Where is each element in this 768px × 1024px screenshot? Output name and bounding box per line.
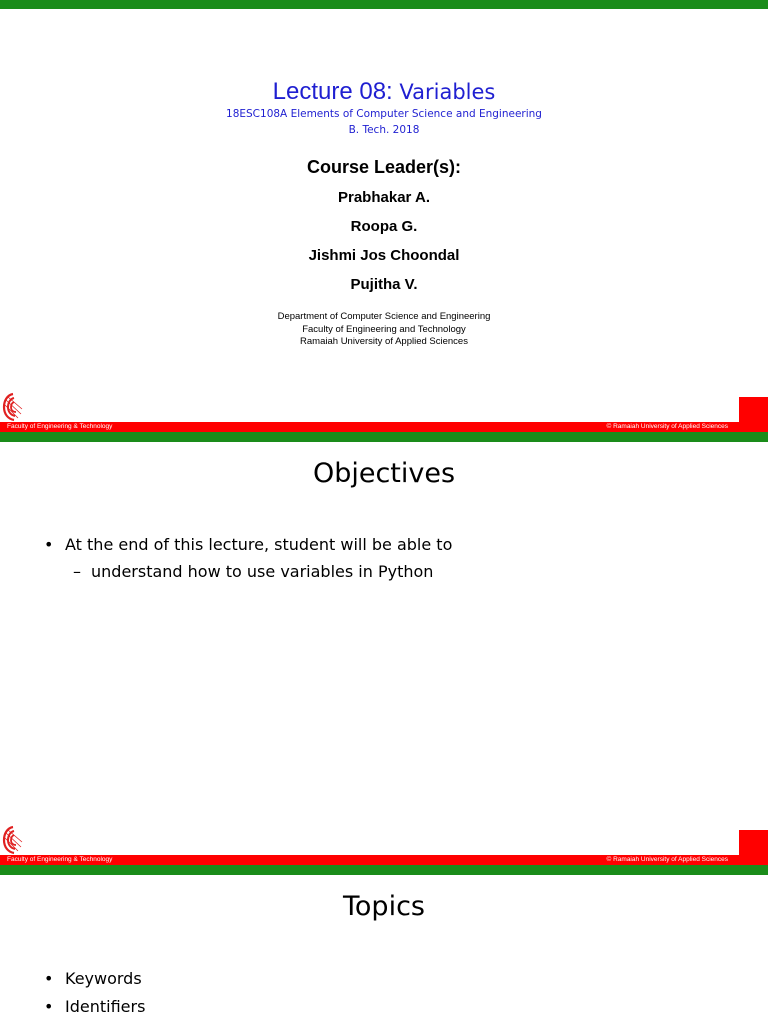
dash-icon: – <box>73 562 81 581</box>
slide-title: Topics <box>343 891 425 922</box>
bullet-dot-icon: • <box>44 969 54 988</box>
leader-name: Jishmi Jos Choondal <box>308 247 460 264</box>
footer-right-text: © Ramaiah University of Applied Sciences <box>606 856 728 863</box>
bullet-text: At the end of this lecture, student will be able to <box>65 535 453 554</box>
bullet-item <box>44 535 452 555</box>
leader-name: Roopa G. <box>350 218 418 235</box>
lecture-title-prefix: Lecture 08: <box>272 78 400 105</box>
sub-bullet-item <box>73 562 433 582</box>
footer-bar <box>0 422 739 432</box>
university-line: Ramaiah University of Applied Sciences <box>300 336 468 347</box>
lecture-title <box>0 77 768 107</box>
leader-name: Prabhakar A. <box>338 189 430 206</box>
university-logo-icon <box>2 392 24 422</box>
footer-left-text: Faculty of Engineering & Technology <box>7 856 113 863</box>
footer-bar <box>0 855 739 865</box>
leader-name: Pujitha V. <box>350 276 418 293</box>
slide-title: Objectives <box>312 458 456 489</box>
bullet-dot-icon: • <box>44 535 54 554</box>
top-green-bar <box>0 433 768 442</box>
faculty-line: Faculty of Engineering and Technology <box>302 324 466 335</box>
title-slide <box>0 0 768 433</box>
bullet-text: Identifiers <box>65 997 146 1016</box>
footer-left-text: Faculty of Engineering & Technology <box>7 423 113 430</box>
program-label: B. Tech. 2018 <box>348 124 420 136</box>
bullet-text: Keywords <box>65 969 142 988</box>
course-leaders-heading: Course Leader(s): <box>306 157 462 177</box>
bullet-item <box>44 969 142 989</box>
course-code: 18ESC108A Elements of Computer Science and Engineering <box>226 108 542 120</box>
top-green-bar <box>0 866 768 875</box>
footer-right-text: © Ramaiah University of Applied Sciences <box>606 423 728 430</box>
department-line: Department of Computer Science and Engineering <box>277 311 491 322</box>
bullet-dot-icon: • <box>44 997 54 1016</box>
bullet-item <box>44 997 145 1017</box>
university-logo-icon <box>2 825 24 855</box>
topics-slide <box>0 866 768 1024</box>
sub-bullet-text: understand how to use variables in Python <box>91 562 434 581</box>
lecture-title-topic: Variables <box>399 80 496 104</box>
footer-red-square <box>739 397 768 433</box>
top-green-bar <box>0 0 768 9</box>
footer-red-square <box>739 830 768 866</box>
objectives-slide <box>0 433 768 866</box>
